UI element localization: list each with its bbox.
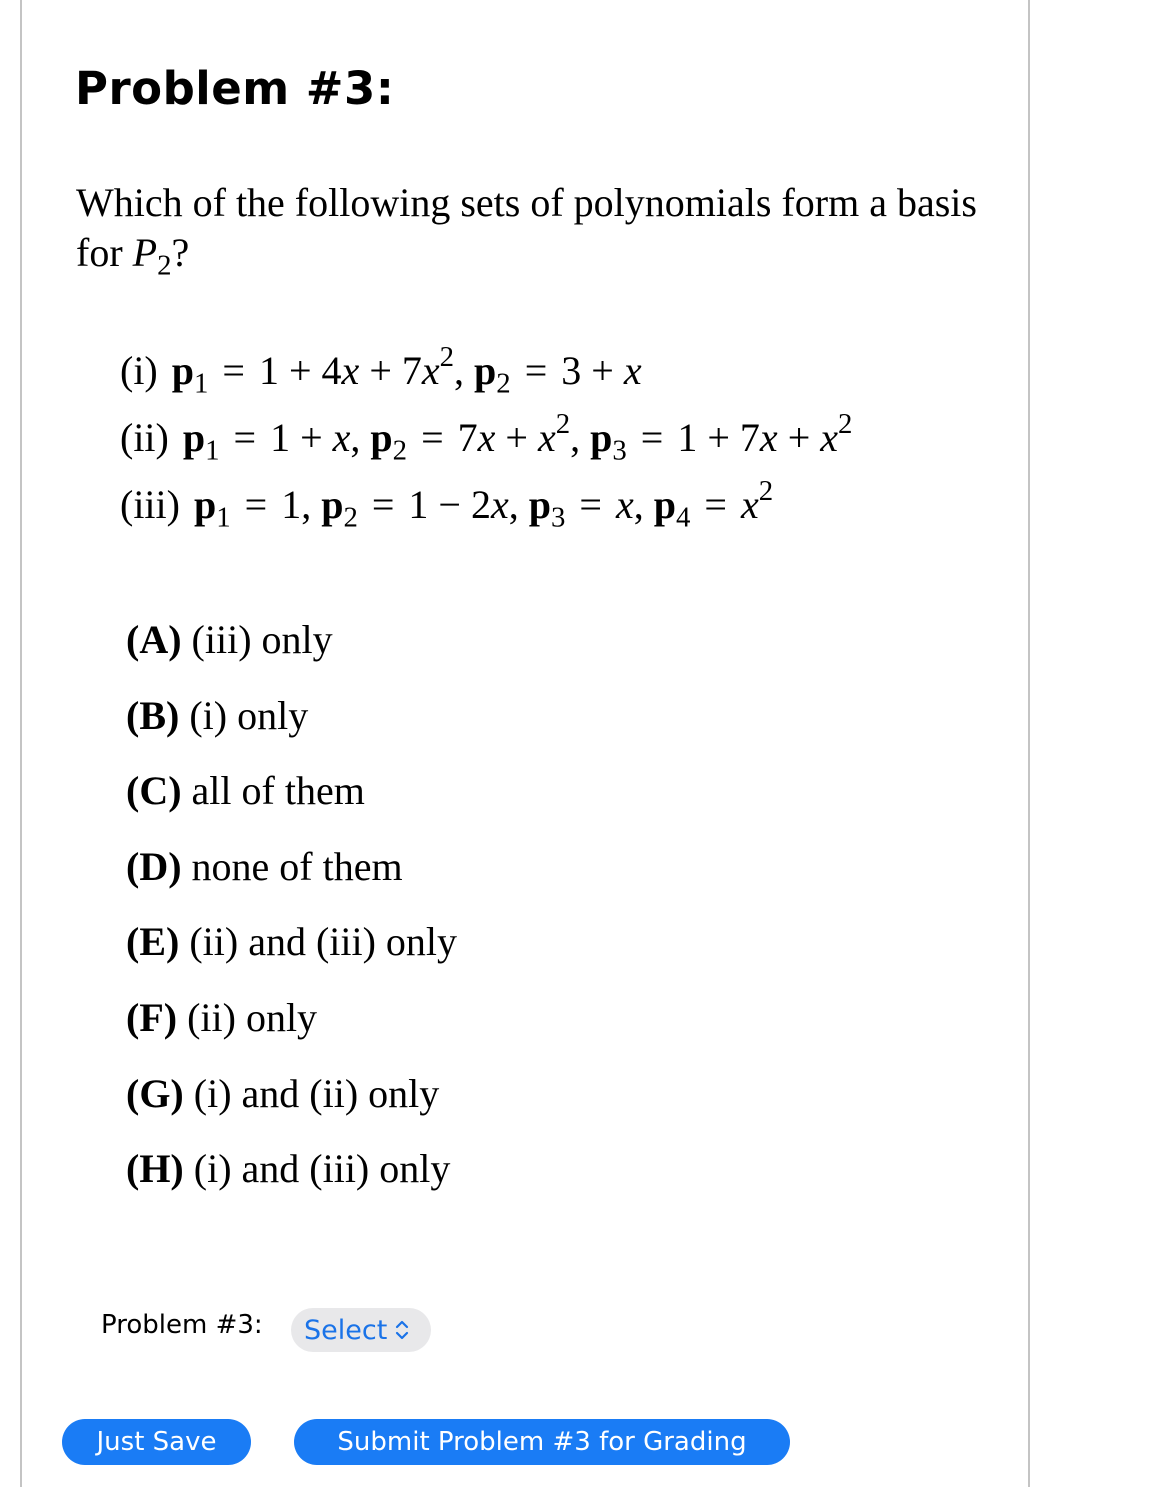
poly-name: p [528, 482, 551, 527]
just-save-button[interactable]: Just Save [62, 1419, 251, 1465]
poly-expr: 1 − 2x [408, 482, 509, 527]
poly-expr: $x^2$ [740, 475, 774, 527]
answer-label: Problem #3: [101, 1310, 263, 1340]
poly-expr: 1 [281, 482, 302, 527]
option-text: (i) only [189, 692, 309, 738]
poly-sub: 3 [551, 501, 566, 534]
poly-name: p [590, 415, 613, 460]
chevron-updown-icon [395, 1319, 409, 1341]
poly-sub: 1 [205, 434, 220, 467]
poly-name: p [171, 348, 195, 393]
option-letter: (F) [126, 994, 178, 1040]
poly-sub: 2 [496, 367, 511, 400]
poly-name: p [193, 482, 217, 527]
question-end: ? [171, 230, 190, 275]
option-item [126, 1069, 457, 1145]
submit-button[interactable]: Submit Problem #3 for Grading [294, 1419, 790, 1465]
poly-sub: 2 [343, 501, 358, 534]
set-label: (ii) [120, 415, 169, 460]
option-item [126, 842, 457, 918]
poly-expr: x [615, 482, 634, 527]
set-label: (i) [120, 348, 158, 393]
set-row: (ii) $p_1 = 1 + x$, $p_2 = 7x + x^2$, $p_3 = 1 + 7x + x^2$ [120, 408, 853, 467]
option-item [126, 1144, 457, 1220]
poly-name: p [182, 415, 206, 460]
poly-sub: 3 [612, 434, 627, 467]
poly-expr: 1 + x [270, 415, 351, 460]
poly-sub: 1 [216, 501, 231, 534]
question-space: P [132, 230, 158, 275]
option-text: none of them [191, 843, 403, 889]
question-text [76, 178, 1006, 282]
poly-expr: $7x + x^2$ [457, 408, 571, 460]
poly-expr: $1 + 7x + x^2$ [677, 408, 853, 460]
answer-options [126, 615, 457, 1220]
polynomial-sets [120, 343, 852, 544]
option-item [126, 615, 457, 691]
option-item [126, 691, 457, 767]
option-text: all of them [191, 768, 365, 814]
set-row: (iii) $p_1 = 1$, $p_2 = 1 - 2x$, $p_3 = x$, $p_4 = x^2$ [120, 475, 774, 534]
option-letter: (E) [126, 919, 180, 965]
option-item [126, 766, 457, 842]
poly-sub: 1 [194, 367, 209, 400]
option-letter: (B) [126, 692, 180, 738]
set-row: (i) $p_1 = 1 + 4x + 7x^2$, $p_2 = 3 + x$ [120, 341, 642, 400]
poly-name: p [653, 482, 676, 527]
option-letter: (H) [126, 1146, 184, 1192]
option-letter: (D) [126, 843, 182, 889]
poly-expr: $1 + 4x + 7x^2$ [258, 341, 455, 393]
option-text: (ii) only [187, 994, 318, 1040]
option-text: (i) and (ii) only [193, 1070, 440, 1116]
question-prefix: Which of the following sets of polynomials form a basis for [76, 180, 977, 275]
option-letter: (G) [126, 1070, 184, 1116]
question-space-sub: 2 [157, 249, 172, 282]
option-letter: (A) [126, 617, 182, 662]
poly-sub: 2 [392, 434, 408, 467]
poly-expr: 3 + x [561, 348, 642, 393]
answer-select[interactable] [291, 1308, 431, 1352]
select-value: Select [304, 1314, 388, 1346]
option-item [126, 917, 457, 993]
poly-name: p [474, 348, 497, 393]
option-letter: (C) [126, 768, 182, 814]
set-label: (iii) [120, 482, 180, 527]
option-item [126, 993, 457, 1069]
option-text: (iii) only [191, 617, 333, 662]
problem-title: Problem #3: [75, 62, 395, 115]
option-text: (ii) and (iii) only [189, 919, 458, 965]
poly-name: p [321, 482, 344, 527]
poly-name: p [370, 415, 393, 460]
option-text: (i) and (iii) only [193, 1146, 451, 1192]
poly-sub: 4 [675, 501, 691, 534]
